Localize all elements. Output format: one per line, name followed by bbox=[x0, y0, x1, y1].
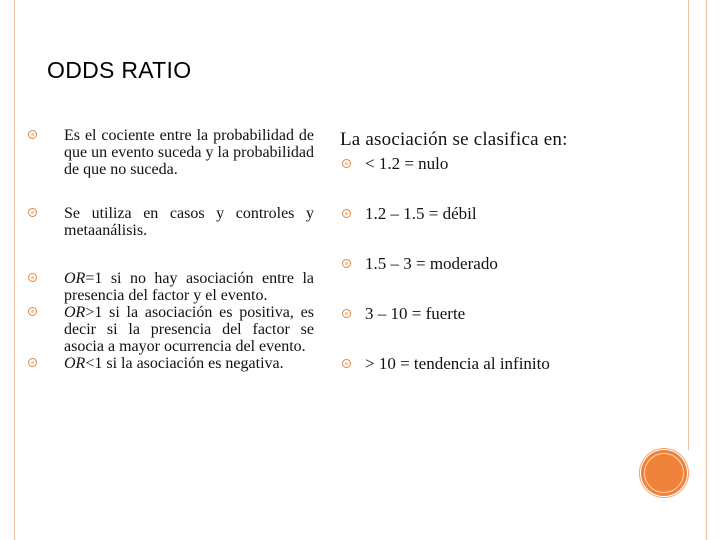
list-item-text: =1 si no hay asociación entre la presencia del factor y el evento. bbox=[64, 270, 314, 304]
list-item bbox=[340, 303, 640, 325]
classification-heading: La asociación se clasifica en: bbox=[340, 129, 568, 150]
bullet-icon bbox=[28, 130, 37, 139]
list-item bbox=[34, 127, 314, 178]
list-item-text: 1.2 – 1.5 = débil bbox=[365, 204, 477, 223]
frame-line-right-inner bbox=[688, 0, 689, 450]
list-item-text: Se utiliza en casos y controles y metaanálisis. bbox=[64, 205, 314, 239]
bullet-icon bbox=[342, 359, 351, 368]
bullet-icon bbox=[28, 358, 37, 367]
list-item bbox=[340, 353, 640, 375]
right-column bbox=[340, 129, 640, 403]
list-item bbox=[34, 355, 314, 372]
bullet-icon bbox=[342, 159, 351, 168]
frame-line-left bbox=[14, 0, 15, 540]
list-item bbox=[34, 270, 314, 304]
bullet-icon bbox=[342, 209, 351, 218]
list-item-text: 1.5 – 3 = moderado bbox=[365, 254, 498, 273]
frame-line-right-outer bbox=[706, 0, 707, 540]
list-item-text: Es el cociente entre la probabilidad de que un evento suceda y la probabilidad de que no suceda. bbox=[64, 127, 314, 178]
bullet-icon bbox=[28, 273, 37, 282]
list-item bbox=[340, 253, 640, 275]
list-item-text: <1 si la asociación es negativa. bbox=[85, 355, 284, 372]
bullet-icon bbox=[28, 307, 37, 316]
list-item-text: < 1.2 = nulo bbox=[365, 154, 449, 173]
list-item bbox=[34, 205, 314, 239]
bullet-icon bbox=[342, 259, 351, 268]
slide-title: ODDS RATIO bbox=[47, 57, 192, 83]
list-item-text: > 10 = tendencia al infinito bbox=[365, 354, 550, 373]
bullet-icon bbox=[342, 309, 351, 318]
list-item-text: 3 – 10 = fuerte bbox=[365, 304, 466, 323]
list-item-italic: OR bbox=[64, 355, 86, 372]
list-item bbox=[34, 304, 314, 355]
left-column bbox=[34, 127, 314, 372]
list-item-italic: OR bbox=[64, 304, 86, 321]
list-item-italic: OR bbox=[64, 270, 86, 287]
list-item-text: >1 si la asociación es positiva, es decir si la presencia del factor se asocia a mayor ocurrencia del evento. bbox=[64, 304, 314, 355]
list-item bbox=[340, 203, 640, 225]
bullet-icon bbox=[28, 208, 37, 217]
decorative-circle-ring bbox=[644, 453, 684, 493]
list-item bbox=[340, 153, 640, 175]
